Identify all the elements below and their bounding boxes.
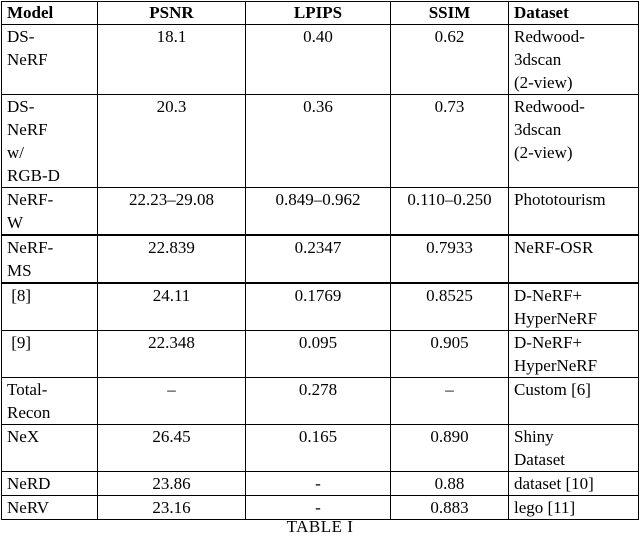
- cell-psnr: 18.1: [98, 25, 246, 95]
- cell-psnr: 23.16: [98, 496, 246, 520]
- cell-model: NeX: [2, 425, 98, 472]
- cell-dataset: D-NeRF+ HyperNeRF: [509, 331, 639, 378]
- cell-dataset: NeRF-OSR: [509, 235, 639, 283]
- cell-psnr: 23.86: [98, 472, 246, 496]
- cell-psnr: 24.11: [98, 283, 246, 331]
- cell-model: Total- Recon: [2, 378, 98, 425]
- table-row: [2, 378, 639, 425]
- cell-model: NeRF- MS: [2, 235, 98, 283]
- cell-psnr: 22.839: [98, 235, 246, 283]
- cell-psnr: 22.23–29.08: [98, 188, 246, 236]
- cell-ssim: 0.7933: [391, 235, 509, 283]
- table-row: [2, 472, 639, 496]
- cell-lpips: 0.095: [246, 331, 391, 378]
- results-table: [1, 1, 639, 520]
- cell-dataset: Redwood- 3dscan (2-view): [509, 25, 639, 95]
- cell-ssim: 0.110–0.250: [391, 188, 509, 236]
- cell-dataset: D-NeRF+ HyperNeRF: [509, 283, 639, 331]
- cell-ssim: 0.883: [391, 496, 509, 520]
- cell-lpips: 0.278: [246, 378, 391, 425]
- cell-psnr: 20.3: [98, 95, 246, 188]
- cell-model: NeRV: [2, 496, 98, 520]
- cell-psnr: –: [98, 378, 246, 425]
- table-row: [2, 188, 639, 236]
- cell-dataset: Redwood- 3dscan (2-view): [509, 95, 639, 188]
- cell-dataset: Shiny Dataset: [509, 425, 639, 472]
- header-lpips: LPIPS: [246, 2, 391, 25]
- cell-dataset: lego [11]: [509, 496, 639, 520]
- cell-ssim: 0.8525: [391, 283, 509, 331]
- cell-lpips: 0.40: [246, 25, 391, 95]
- cell-lpips: -: [246, 496, 391, 520]
- cell-lpips: 0.849–0.962: [246, 188, 391, 236]
- header-model: Model: [2, 2, 98, 25]
- cell-model: NeRF- W: [2, 188, 98, 236]
- cell-model: DS- NeRF w/ RGB-D: [2, 95, 98, 188]
- cell-lpips: 0.1769: [246, 283, 391, 331]
- cell-ssim: 0.905: [391, 331, 509, 378]
- cell-model: DS- NeRF: [2, 25, 98, 95]
- cell-dataset: Custom [6]: [509, 378, 639, 425]
- cell-psnr: 22.348: [98, 331, 246, 378]
- header-psnr: PSNR: [98, 2, 246, 25]
- table-row: [2, 331, 639, 378]
- table-row: [2, 425, 639, 472]
- cell-ssim: 0.88: [391, 472, 509, 496]
- cell-ssim: 0.62: [391, 25, 509, 95]
- cell-ssim: –: [391, 378, 509, 425]
- cell-model: [9]: [2, 331, 98, 378]
- header-dataset: Dataset: [509, 2, 639, 25]
- header-ssim: SSIM: [391, 2, 509, 25]
- table-row: [2, 496, 639, 520]
- cell-lpips: 0.2347: [246, 235, 391, 283]
- table-caption: TABLE I: [286, 517, 354, 536]
- cell-psnr: 26.45: [98, 425, 246, 472]
- table-row: [2, 283, 639, 331]
- table-body: [2, 25, 639, 520]
- table-row: [2, 235, 639, 283]
- cell-ssim: 0.890: [391, 425, 509, 472]
- cell-dataset: Phototourism: [509, 188, 639, 236]
- table-row: [2, 95, 639, 188]
- cell-model: [8]: [2, 283, 98, 331]
- cell-lpips: 0.165: [246, 425, 391, 472]
- cell-lpips: -: [246, 472, 391, 496]
- cell-model: NeRD: [2, 472, 98, 496]
- cell-dataset: dataset [10]: [509, 472, 639, 496]
- table-row: [2, 25, 639, 95]
- cell-ssim: 0.73: [391, 95, 509, 188]
- cell-lpips: 0.36: [246, 95, 391, 188]
- header-row: [2, 2, 639, 25]
